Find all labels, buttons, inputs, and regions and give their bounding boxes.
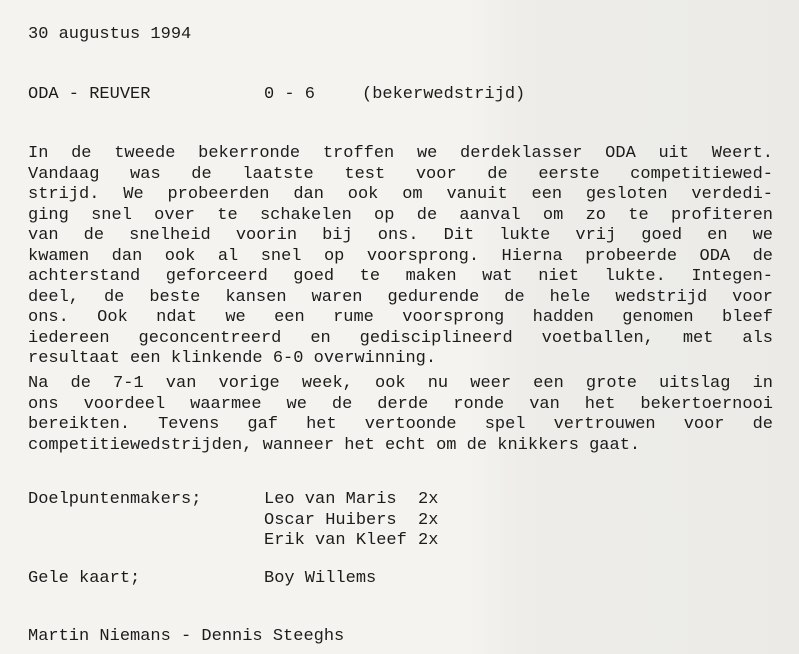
paragraph-line: iedereen geconcentreerd en gedisciplineerd voetballen, met als <box>28 328 773 348</box>
scorer-name: Oscar Huibers <box>264 511 397 530</box>
report-paragraph-1 <box>28 144 773 370</box>
match-teams: ODA - REUVER <box>28 85 151 104</box>
paragraph-line: van de snelheid voorin bij ons. Dit lukte vrij goed en we <box>28 226 773 245</box>
paragraph-line: deel, de beste kansen waren gedurende de hele wedstrijd voor <box>28 287 773 307</box>
scorer-name: Erik van Kleef <box>264 531 407 550</box>
paragraph-line: Na de 7-1 van vorige week, ook nu weer een grote uitslag in <box>28 374 773 393</box>
paragraph-line: bereikten. Tevens gaf het vertoonde spel vertrouwen voor de <box>28 415 773 434</box>
scorer-goals: 2x <box>418 531 439 550</box>
paragraph-line: ons voordeel waarmee we de derde ronde van het bekertoernooi <box>28 394 773 414</box>
scorer-goals: 2x <box>418 490 439 509</box>
scorer-name: Leo van Maris <box>264 490 397 509</box>
match-type: (bekerwedstrijd) <box>362 85 526 104</box>
paragraph-line: competitiewedstrijden, wanneer het echt om de knikkers gaat. <box>28 435 641 455</box>
yellow-card-label: Gele kaart; <box>28 569 141 588</box>
paragraph-line: strijd. We probeerden dan ook om vanuit een gesloten verdedi- <box>28 185 773 204</box>
report-paragraph-2 <box>28 374 773 456</box>
scorers-label: Doelpuntenmakers; <box>28 490 202 509</box>
date: 30 augustus 1994 <box>28 25 192 44</box>
authors: Martin Niemans - Dennis Steeghs <box>28 627 345 646</box>
match-score: 0 - 6 <box>264 85 316 104</box>
paragraph-line: ons. Ook ndat we een rume voorsprong hadden genomen bleef <box>28 308 773 327</box>
paragraph-line: ging snel over te schakelen op de aanval om zo te profiteren <box>28 205 773 225</box>
yellow-card-name: Boy Willems <box>264 569 377 588</box>
paragraph-line: In de tweede bekerronde troffen we derdeklasser ODA uit Weert. <box>28 144 773 163</box>
scorer-goals: 2x <box>418 511 439 530</box>
paragraph-line: achterstand geforceerd goed te maken wat niet lukte. Integen- <box>28 267 773 286</box>
paragraph-line: Vandaag was de laatste test voor de eerste competitiewed- <box>28 164 773 184</box>
paragraph-line: kwamen dan ook al snel op voorsprong. Hierna probeerde ODA de <box>28 246 773 266</box>
paragraph-line: resultaat een klinkende 6-0 overwinning. <box>28 349 437 368</box>
